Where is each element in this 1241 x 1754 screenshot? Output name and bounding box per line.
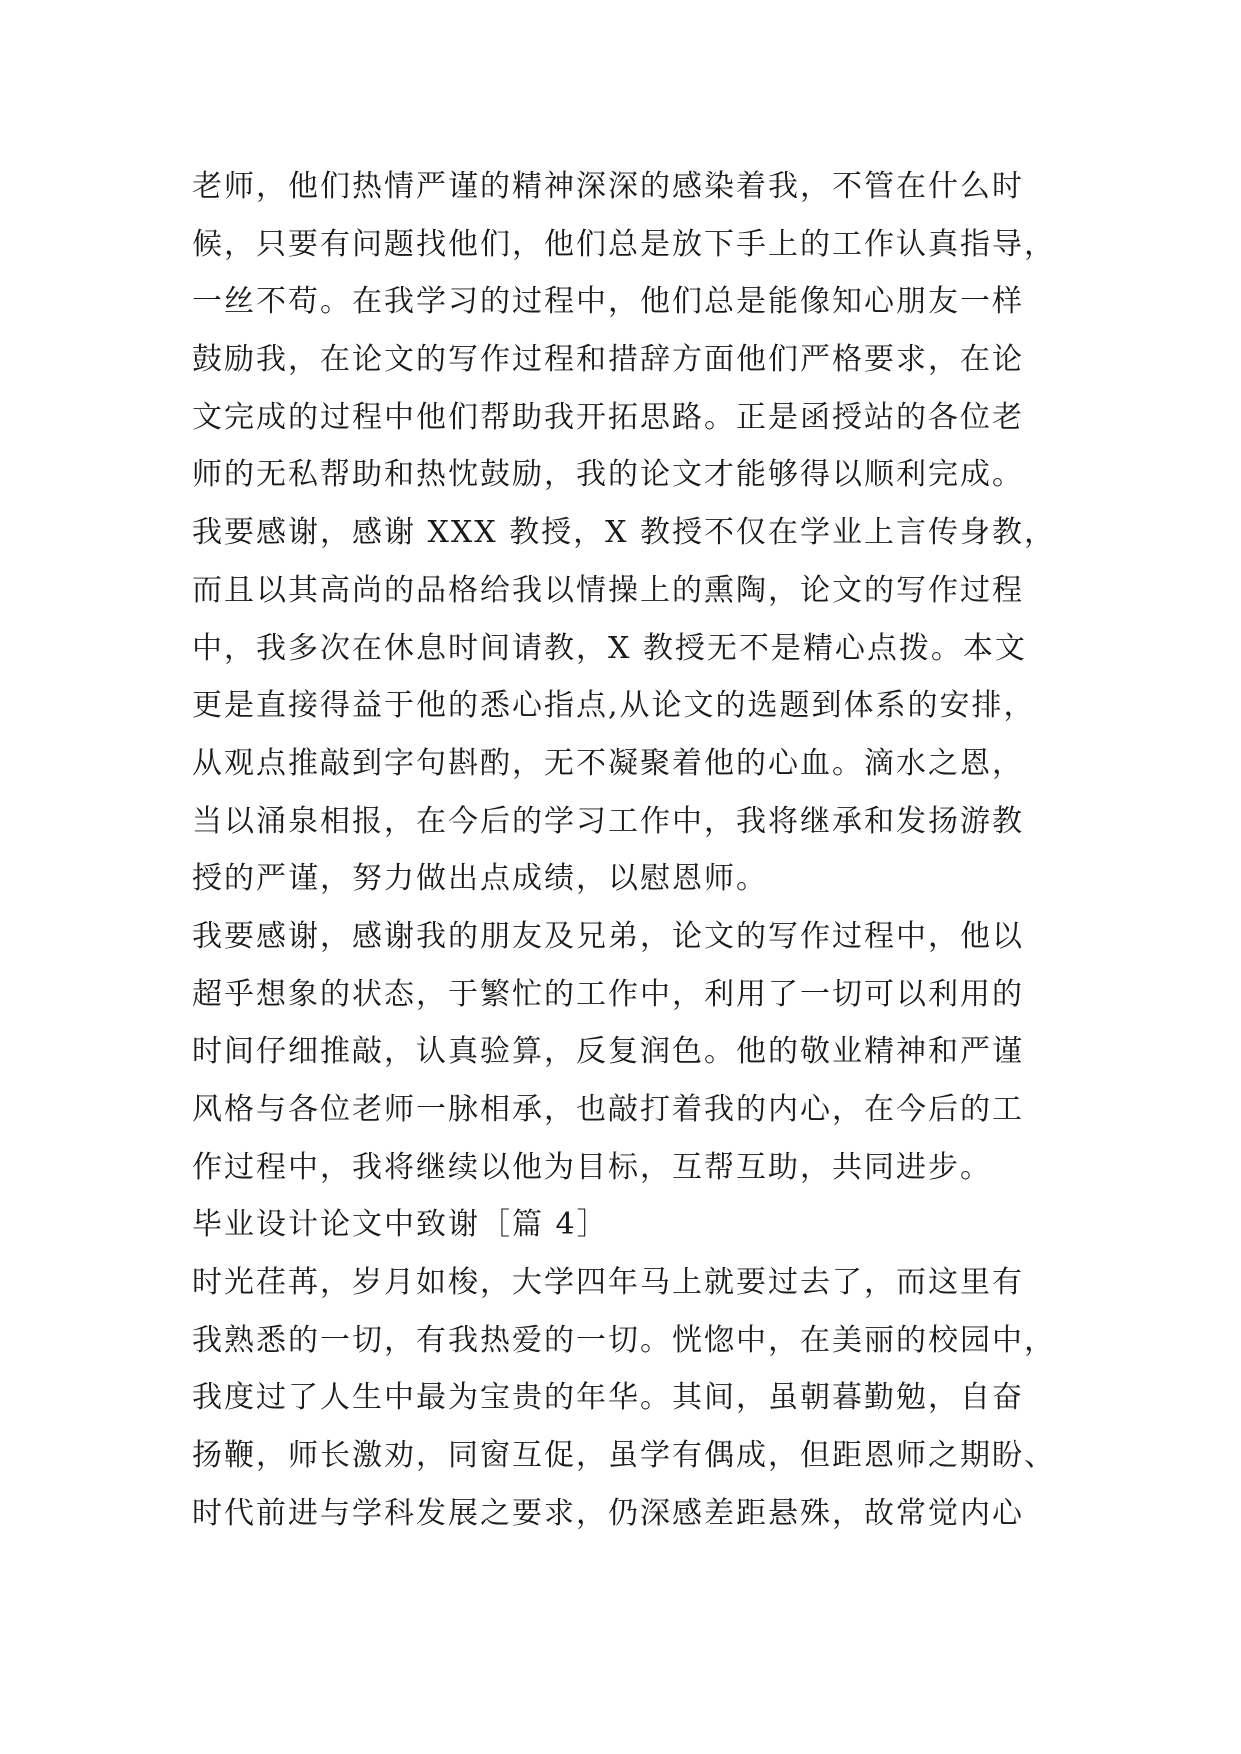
- document-body: [192, 158, 1072, 1543]
- text-line: 老师，他们热情严谨的精神深深的感染着我，不管在什么时: [192, 169, 1024, 204]
- text-line: 一丝不苟。在我学习的过程中，他们总是能像知心朋友一样: [192, 284, 1024, 320]
- section-heading: 毕业设计论文中致谢［篇 4］: [192, 1207, 609, 1243]
- text-line: 更是直接得益于他的悉心指点,从论文的选题到体系的安排，: [192, 688, 1036, 724]
- text-line: 风格与各位老师一脉相承，也敲打着我的内心，在今后的工: [192, 1092, 1024, 1127]
- text-line: 我熟悉的一切，有我热爱的一切。恍惚中，在美丽的校园中，: [192, 1322, 1056, 1358]
- text-line: 我度过了人生中最为宝贵的年华。其间，虽朝暮勤勉，自奋: [192, 1380, 1024, 1416]
- text-line: 我要感谢，感谢我的朋友及兄弟，论文的写作过程中，他以: [192, 918, 1024, 954]
- text-line: 而且以其高尚的品格给我以情操上的熏陶，论文的写作过程: [192, 572, 1024, 608]
- text-line: 扬鞭，师长激劝，同窗互促，虽学有偶成，但距恩师之期盼、: [192, 1438, 1056, 1474]
- text-line: 从观点推敲到字句斟酌，无不凝聚着他的心血。滴水之恩，: [192, 745, 1024, 781]
- text-line: 鼓励我，在论文的写作过程和措辞方面他们严格要求，在论: [192, 342, 1024, 378]
- text-line: 授的严谨，努力做出点成绩，以慰恩师。: [192, 861, 768, 897]
- text-line: 当以涌泉相报，在今后的学习工作中，我将继承和发扬游教: [192, 803, 1024, 839]
- text-line: 时光荏苒，岁月如梭，大学四年马上就要过去了，而这里有: [192, 1265, 1024, 1301]
- text-line: 时间仔细推敲，认真验算，反复润色。他的敬业精神和严谨: [192, 1034, 1024, 1070]
- text-line: 我要感谢，感谢 XXX 教授，X 教授不仅在学业上言传身教，: [192, 515, 1057, 551]
- text-line: 候，只要有问题找他们，他们总是放下手上的工作认真指导，: [192, 226, 1056, 262]
- text-line: 超乎想象的状态，于繁忙的工作中，利用了一切可以利用的: [192, 976, 1024, 1012]
- text-line: 师的无私帮助和热忱鼓励，我的论文才能够得以顺利完成。: [192, 457, 1024, 493]
- text-line: 文完成的过程中他们帮助我开拓思路。正是函授站的各位老: [192, 399, 1024, 435]
- text-line: 作过程中，我将继续以他为目标，互帮互助，共同进步。: [192, 1149, 992, 1185]
- text-line: 中，我多次在休息时间请教，X 教授无不是精心点拨。本文: [192, 630, 1027, 666]
- text-line: 时代前进与学科发展之要求，仍深感差距悬殊，故常觉内心: [192, 1495, 1024, 1531]
